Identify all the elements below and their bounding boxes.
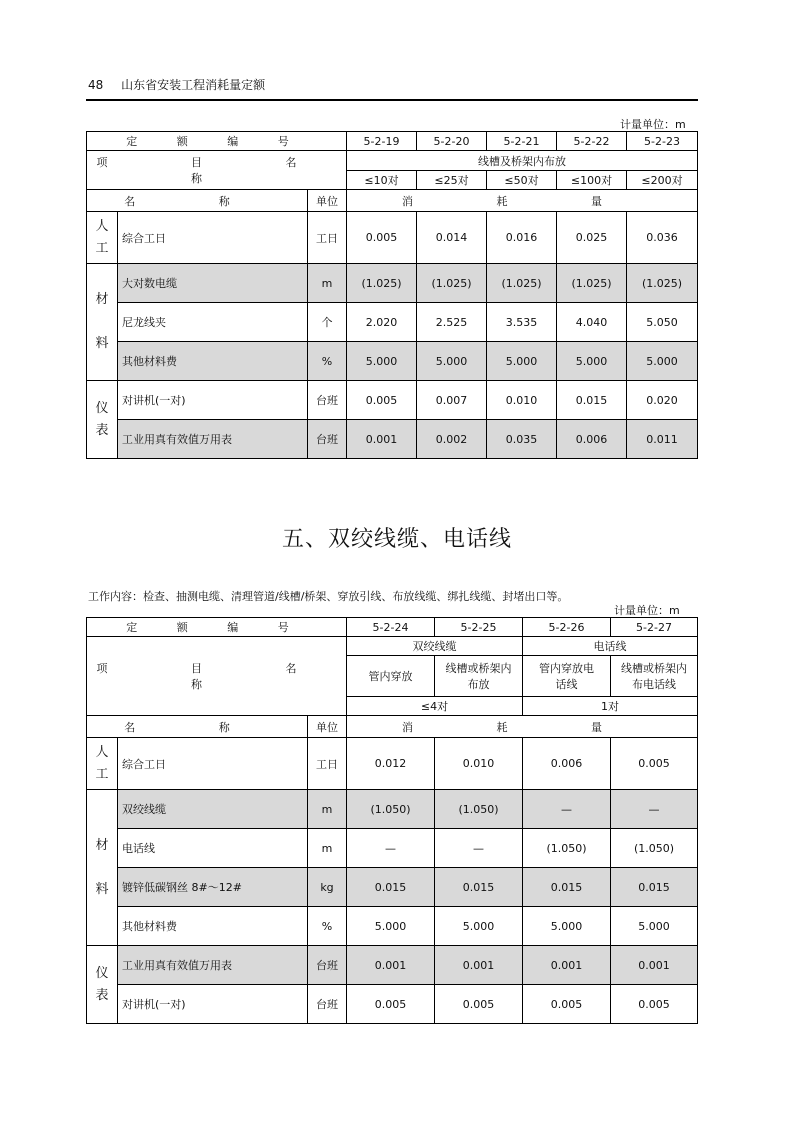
category-materials: 材 料 [87, 790, 118, 946]
row-unit: 工日 [308, 212, 347, 264]
row-value: 0.005 [347, 381, 417, 420]
code-label: 定 额 编 号 [87, 132, 347, 151]
row-unit: m [308, 790, 347, 829]
code-cell: 5-2-26 [523, 618, 611, 637]
row-value: 0.015 [435, 868, 523, 907]
code-cell: 5-2-27 [611, 618, 698, 637]
spec-cell: 1对 [523, 697, 698, 716]
row-unit: % [308, 342, 347, 381]
section-title: 五、双绞线缆、电话线 [281, 527, 512, 552]
row-name: 综合工日 [118, 738, 308, 790]
row-value: 0.011 [627, 420, 698, 459]
category-instruments: 仪 表 [87, 946, 118, 1024]
code-cell: 5-2-21 [487, 132, 557, 151]
row-name: 镀锌低碳钢丝 8#～12# [118, 868, 308, 907]
row-unit: 台班 [308, 381, 347, 420]
quota-table-1 [86, 131, 698, 459]
row-value: 0.036 [627, 212, 698, 264]
code-label: 定 额 编 号 [87, 618, 347, 637]
table2-unit-note: 计量单位：m [614, 604, 680, 617]
row-value: 5.000 [417, 342, 487, 381]
row-value: 5.000 [347, 907, 435, 946]
table1-unit-note: 计量单位：m [620, 118, 686, 131]
subitem-cell: 管内穿放 [347, 656, 435, 697]
row-value: 0.007 [417, 381, 487, 420]
row-value: 4.040 [557, 303, 627, 342]
row-value: 0.005 [347, 212, 417, 264]
row-value: 0.001 [347, 946, 435, 985]
row-value: 5.000 [347, 342, 417, 381]
row-value: 0.001 [435, 946, 523, 985]
consume-label: 消 耗 量 [347, 716, 698, 738]
row-value: (1.050) [435, 790, 523, 829]
row-value: 0.006 [557, 420, 627, 459]
row-value: 5.000 [557, 342, 627, 381]
row-value: 0.001 [611, 946, 698, 985]
row-value: — [347, 829, 435, 868]
work-content: 工作内容：检查、抽测电缆、清理管道/线槽/桥架、穿放引线、布放线缆、绑扎线缆、封堵出口等。 [88, 590, 569, 603]
row-value: 0.015 [611, 868, 698, 907]
spec-cell: ≤25对 [417, 171, 487, 190]
row-value: — [435, 829, 523, 868]
row-name: 大对数电缆 [118, 264, 308, 303]
row-value: 3.535 [487, 303, 557, 342]
row-name: 双绞线缆 [118, 790, 308, 829]
consume-label: 消 耗 量 [347, 190, 698, 212]
row-name: 其他材料费 [118, 907, 308, 946]
group-header: 电话线 [523, 637, 698, 656]
row-name: 对讲机(一对) [118, 985, 308, 1024]
name-label: 名 称 [87, 716, 308, 738]
spec-cell: ≤200对 [627, 171, 698, 190]
row-value: 5.050 [627, 303, 698, 342]
spec-cell: ≤100对 [557, 171, 627, 190]
category-labor: 人 工 [87, 212, 118, 264]
row-name: 尼龙线夹 [118, 303, 308, 342]
row-unit: 台班 [308, 420, 347, 459]
row-value: 5.000 [435, 907, 523, 946]
subitem-cell: 线槽或桥架内布放 [435, 656, 523, 697]
code-cell: 5-2-25 [435, 618, 523, 637]
subitem-cell: 线槽或桥架内布电话线 [611, 656, 698, 697]
header-rule [86, 99, 698, 101]
row-value: 0.006 [523, 738, 611, 790]
row-unit: 工日 [308, 738, 347, 790]
row-value: 5.000 [627, 342, 698, 381]
item-label: 项 目 名 称 [87, 151, 347, 190]
code-cell: 5-2-19 [347, 132, 417, 151]
name-label: 名 称 [87, 190, 308, 212]
row-value: 2.525 [417, 303, 487, 342]
row-value: 0.010 [435, 738, 523, 790]
spec-cell: ≤4对 [347, 697, 523, 716]
subitem-cell: 管内穿放电话线 [523, 656, 611, 697]
row-unit: m [308, 264, 347, 303]
row-value: — [523, 790, 611, 829]
row-value: 0.015 [523, 868, 611, 907]
row-value: (1.025) [627, 264, 698, 303]
row-unit: 台班 [308, 946, 347, 985]
row-name: 工业用真有效值万用表 [118, 420, 308, 459]
row-value: 5.000 [487, 342, 557, 381]
row-value: 0.012 [347, 738, 435, 790]
row-value: 2.020 [347, 303, 417, 342]
spec-cell: ≤10对 [347, 171, 417, 190]
row-unit: % [308, 907, 347, 946]
row-unit: 台班 [308, 985, 347, 1024]
row-value: (1.050) [611, 829, 698, 868]
code-cell: 5-2-20 [417, 132, 487, 151]
row-value: 0.001 [347, 420, 417, 459]
row-value: 0.001 [523, 946, 611, 985]
row-value: 0.020 [627, 381, 698, 420]
row-value: 0.016 [487, 212, 557, 264]
code-cell: 5-2-23 [627, 132, 698, 151]
row-unit: 个 [308, 303, 347, 342]
page-number: 48 [88, 78, 104, 92]
row-value: (1.025) [557, 264, 627, 303]
unit-label: 单位 [308, 716, 347, 738]
row-value: (1.025) [417, 264, 487, 303]
row-value: 0.002 [417, 420, 487, 459]
row-value: 0.035 [487, 420, 557, 459]
row-value: 0.005 [435, 985, 523, 1024]
row-unit: kg [308, 868, 347, 907]
row-name: 工业用真有效值万用表 [118, 946, 308, 985]
row-value: 0.015 [347, 868, 435, 907]
row-name: 对讲机(一对) [118, 381, 308, 420]
row-name: 综合工日 [118, 212, 308, 264]
row-value: 0.005 [611, 738, 698, 790]
row-value: 0.005 [347, 985, 435, 1024]
code-cell: 5-2-22 [557, 132, 627, 151]
page-header [88, 76, 265, 93]
book-title: 山东省安装工程消耗量定额 [121, 78, 266, 92]
row-value: (1.050) [523, 829, 611, 868]
group-header: 线槽及桥架内布放 [347, 151, 698, 171]
row-value: (1.025) [487, 264, 557, 303]
row-value: 0.005 [611, 985, 698, 1024]
row-value: 0.015 [557, 381, 627, 420]
row-value: (1.050) [347, 790, 435, 829]
row-value: 0.010 [487, 381, 557, 420]
item-label: 项 目 名 称 [87, 637, 347, 716]
quota-table-2 [86, 617, 698, 1024]
row-unit: m [308, 829, 347, 868]
row-name: 电话线 [118, 829, 308, 868]
category-instruments: 仪 表 [87, 381, 118, 459]
spec-cell: ≤50对 [487, 171, 557, 190]
unit-label: 单位 [308, 190, 347, 212]
row-value: 0.014 [417, 212, 487, 264]
row-value: 5.000 [611, 907, 698, 946]
category-materials: 材 料 [87, 264, 118, 381]
row-value: 0.005 [523, 985, 611, 1024]
code-cell: 5-2-24 [347, 618, 435, 637]
row-value: 0.025 [557, 212, 627, 264]
group-header: 双绞线缆 [347, 637, 523, 656]
row-value: 5.000 [523, 907, 611, 946]
category-labor: 人 工 [87, 738, 118, 790]
row-name: 其他材料费 [118, 342, 308, 381]
row-value: — [611, 790, 698, 829]
row-value: (1.025) [347, 264, 417, 303]
